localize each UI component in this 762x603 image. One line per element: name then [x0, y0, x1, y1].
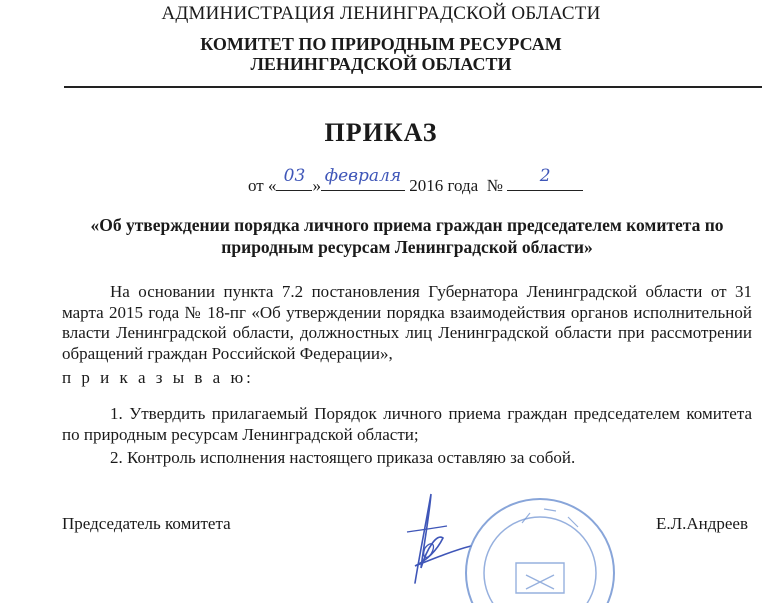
day-handwritten: 03	[283, 166, 306, 186]
number-sign: №	[486, 176, 503, 195]
day-field	[276, 166, 312, 191]
date-prefix: от «	[248, 176, 277, 195]
committee-header-line1: КОМИТЕТ ПО ПРИРОДНЫМ РЕСУРСАМ	[200, 34, 562, 54]
signatory-position: Председатель комитета	[62, 514, 231, 533]
committee-header-line2: ЛЕНИНГРАДСКОЙ ОБЛАСТИ	[250, 54, 512, 74]
committee-header	[0, 34, 762, 74]
order-item-1: 1. Утвердить прилагаемый Порядок личного приема граждан председателем комитета по природным ресурсам Ленинградской области;	[62, 404, 752, 444]
signatory-name: Е.Л.Андреев	[655, 514, 748, 533]
year-text: 2016 года	[409, 176, 479, 195]
month-field	[321, 166, 405, 191]
official-seal	[460, 493, 620, 603]
order-item-2: 2. Контроль исполнения настоящего приказа оставляю за собой.	[110, 448, 576, 467]
header-divider	[64, 86, 762, 88]
preamble-paragraph: На основании пункта 7.2 постановления Губернатора Ленинградской области от 31 марта 2015 года № 18-пг «Об утверждении порядка взаимодействия органов исполнительной власти Ленинградской области, должностных лиц Ленинградской области при рассмотрении обращений граждан Российской Федерации»,	[62, 282, 752, 363]
order-word: п р и к а з ы в а ю:	[62, 368, 254, 387]
date-line	[248, 166, 583, 196]
administration-header: АДМИНИСТРАЦИЯ ЛЕНИНГРАДСКОЙ ОБЛАСТИ	[161, 3, 601, 24]
document-title: ПРИКАЗ	[324, 118, 438, 147]
month-handwritten: февраля	[324, 166, 402, 186]
number-field	[507, 166, 583, 191]
date-close-quote: »	[312, 176, 321, 195]
number-handwritten: 2	[539, 166, 551, 186]
order-subject: «Об утверждении порядка личного приема граждан председателем комитета по природным ресурсам Ленинградской области»	[90, 215, 724, 257]
